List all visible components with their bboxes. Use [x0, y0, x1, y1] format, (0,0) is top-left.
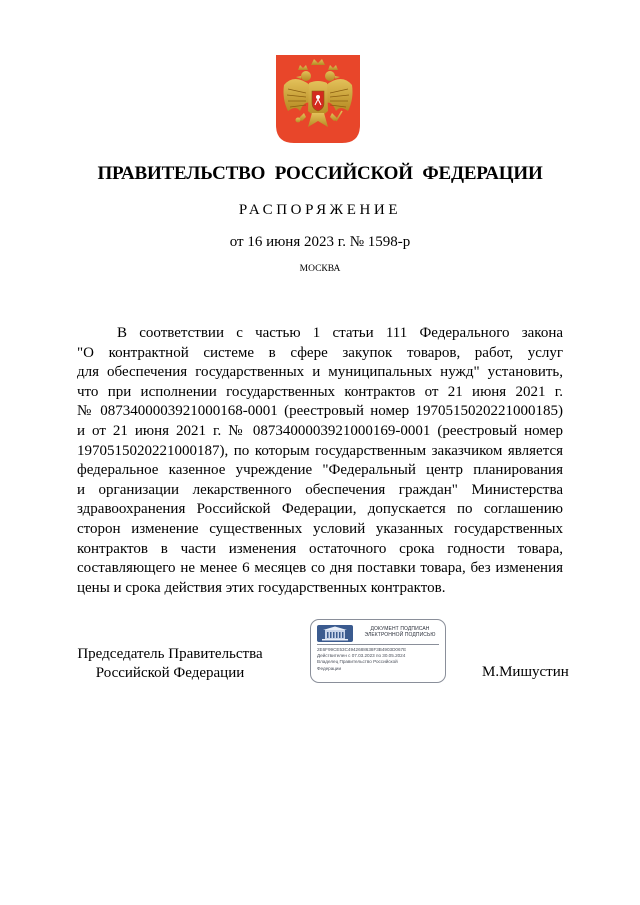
stamp-divider — [317, 644, 439, 645]
order-body-text — [77, 324, 563, 598]
body-line: здравоохранения Российской Федерации, допускается по соглашению — [77, 501, 563, 518]
body-line: № 0873400003921000168-0001 (реестровый номер 1970515020221000185) — [77, 403, 563, 420]
stamp-validity: Действителен с 07.03.2023 по 30.05.2024 — [317, 653, 406, 659]
organization-title: ПРАВИТЕЛЬСТВО РОССИЙСКОЙ ФЕДЕРАЦИИ — [97, 163, 543, 184]
document-type: РАСПОРЯЖЕНИЕ — [238, 202, 402, 218]
body-line: 1970515020221000187), по которым государственным заказчиком является — [77, 442, 563, 459]
body-line: для обеспечения государственных и муниципальных нужд" установить, — [77, 364, 563, 381]
coat-of-arms-icon — [276, 55, 360, 143]
body-line: составляющего не менее 6 месяцев со дня поставки товара, без изменения — [77, 560, 563, 577]
document-city: МОСКВА — [299, 264, 341, 274]
stamp-certificate: 2E6F99CE53C4942688638F3B4903D067E — [317, 647, 407, 652]
stamp-heading-line: ДОКУМЕНТ ПОДПИСАН — [370, 626, 430, 632]
body-line: и организации лекарственного обеспечения граждан" Министерства — [77, 481, 563, 498]
signatory-position-line: Председатель Правительства — [77, 646, 263, 662]
stamp-heading — [357, 626, 443, 638]
stamp-owner: Владелец Правительство Российской — [317, 659, 398, 665]
body-line: и от 21 июня 2021 г. № 0873400003921000169-0001 (реестровый номер — [77, 422, 563, 439]
body-line: "О контрактной системе в сфере закупок товаров, работ, услуг — [77, 344, 563, 361]
body-line: федеральное казенное учреждение "Федеральный центр планирования — [77, 462, 563, 479]
signatory-position-line: Российской Федерации — [95, 665, 245, 681]
electronic-signature-stamp — [310, 619, 446, 683]
stamp-heading-line: ЭЛЕКТРОННОЙ ПОДПИСЬЮ — [364, 632, 436, 638]
body-line: цены и срока действия этих государственных контрактов. — [77, 579, 446, 596]
body-line: контрактов в части изменения остаточного срока годности товара, — [77, 540, 563, 557]
body-line: сторон изменение существенных условий указанных государственных — [77, 520, 563, 537]
body-line: что при исполнении государственных контрактов от 21 июня 2021 г. — [77, 383, 563, 400]
stamp-details — [317, 647, 406, 672]
document-date-number: от 16 июня 2023 г. № 1598-р — [229, 234, 411, 250]
signatory-position — [70, 645, 270, 683]
stamp-owner: Федерации — [317, 665, 342, 671]
government-building-icon — [317, 625, 353, 642]
body-line: В соответствии с частью 1 статьи 111 Федерального закона — [117, 325, 563, 341]
signatory-name: М.Мишустин — [482, 664, 569, 680]
